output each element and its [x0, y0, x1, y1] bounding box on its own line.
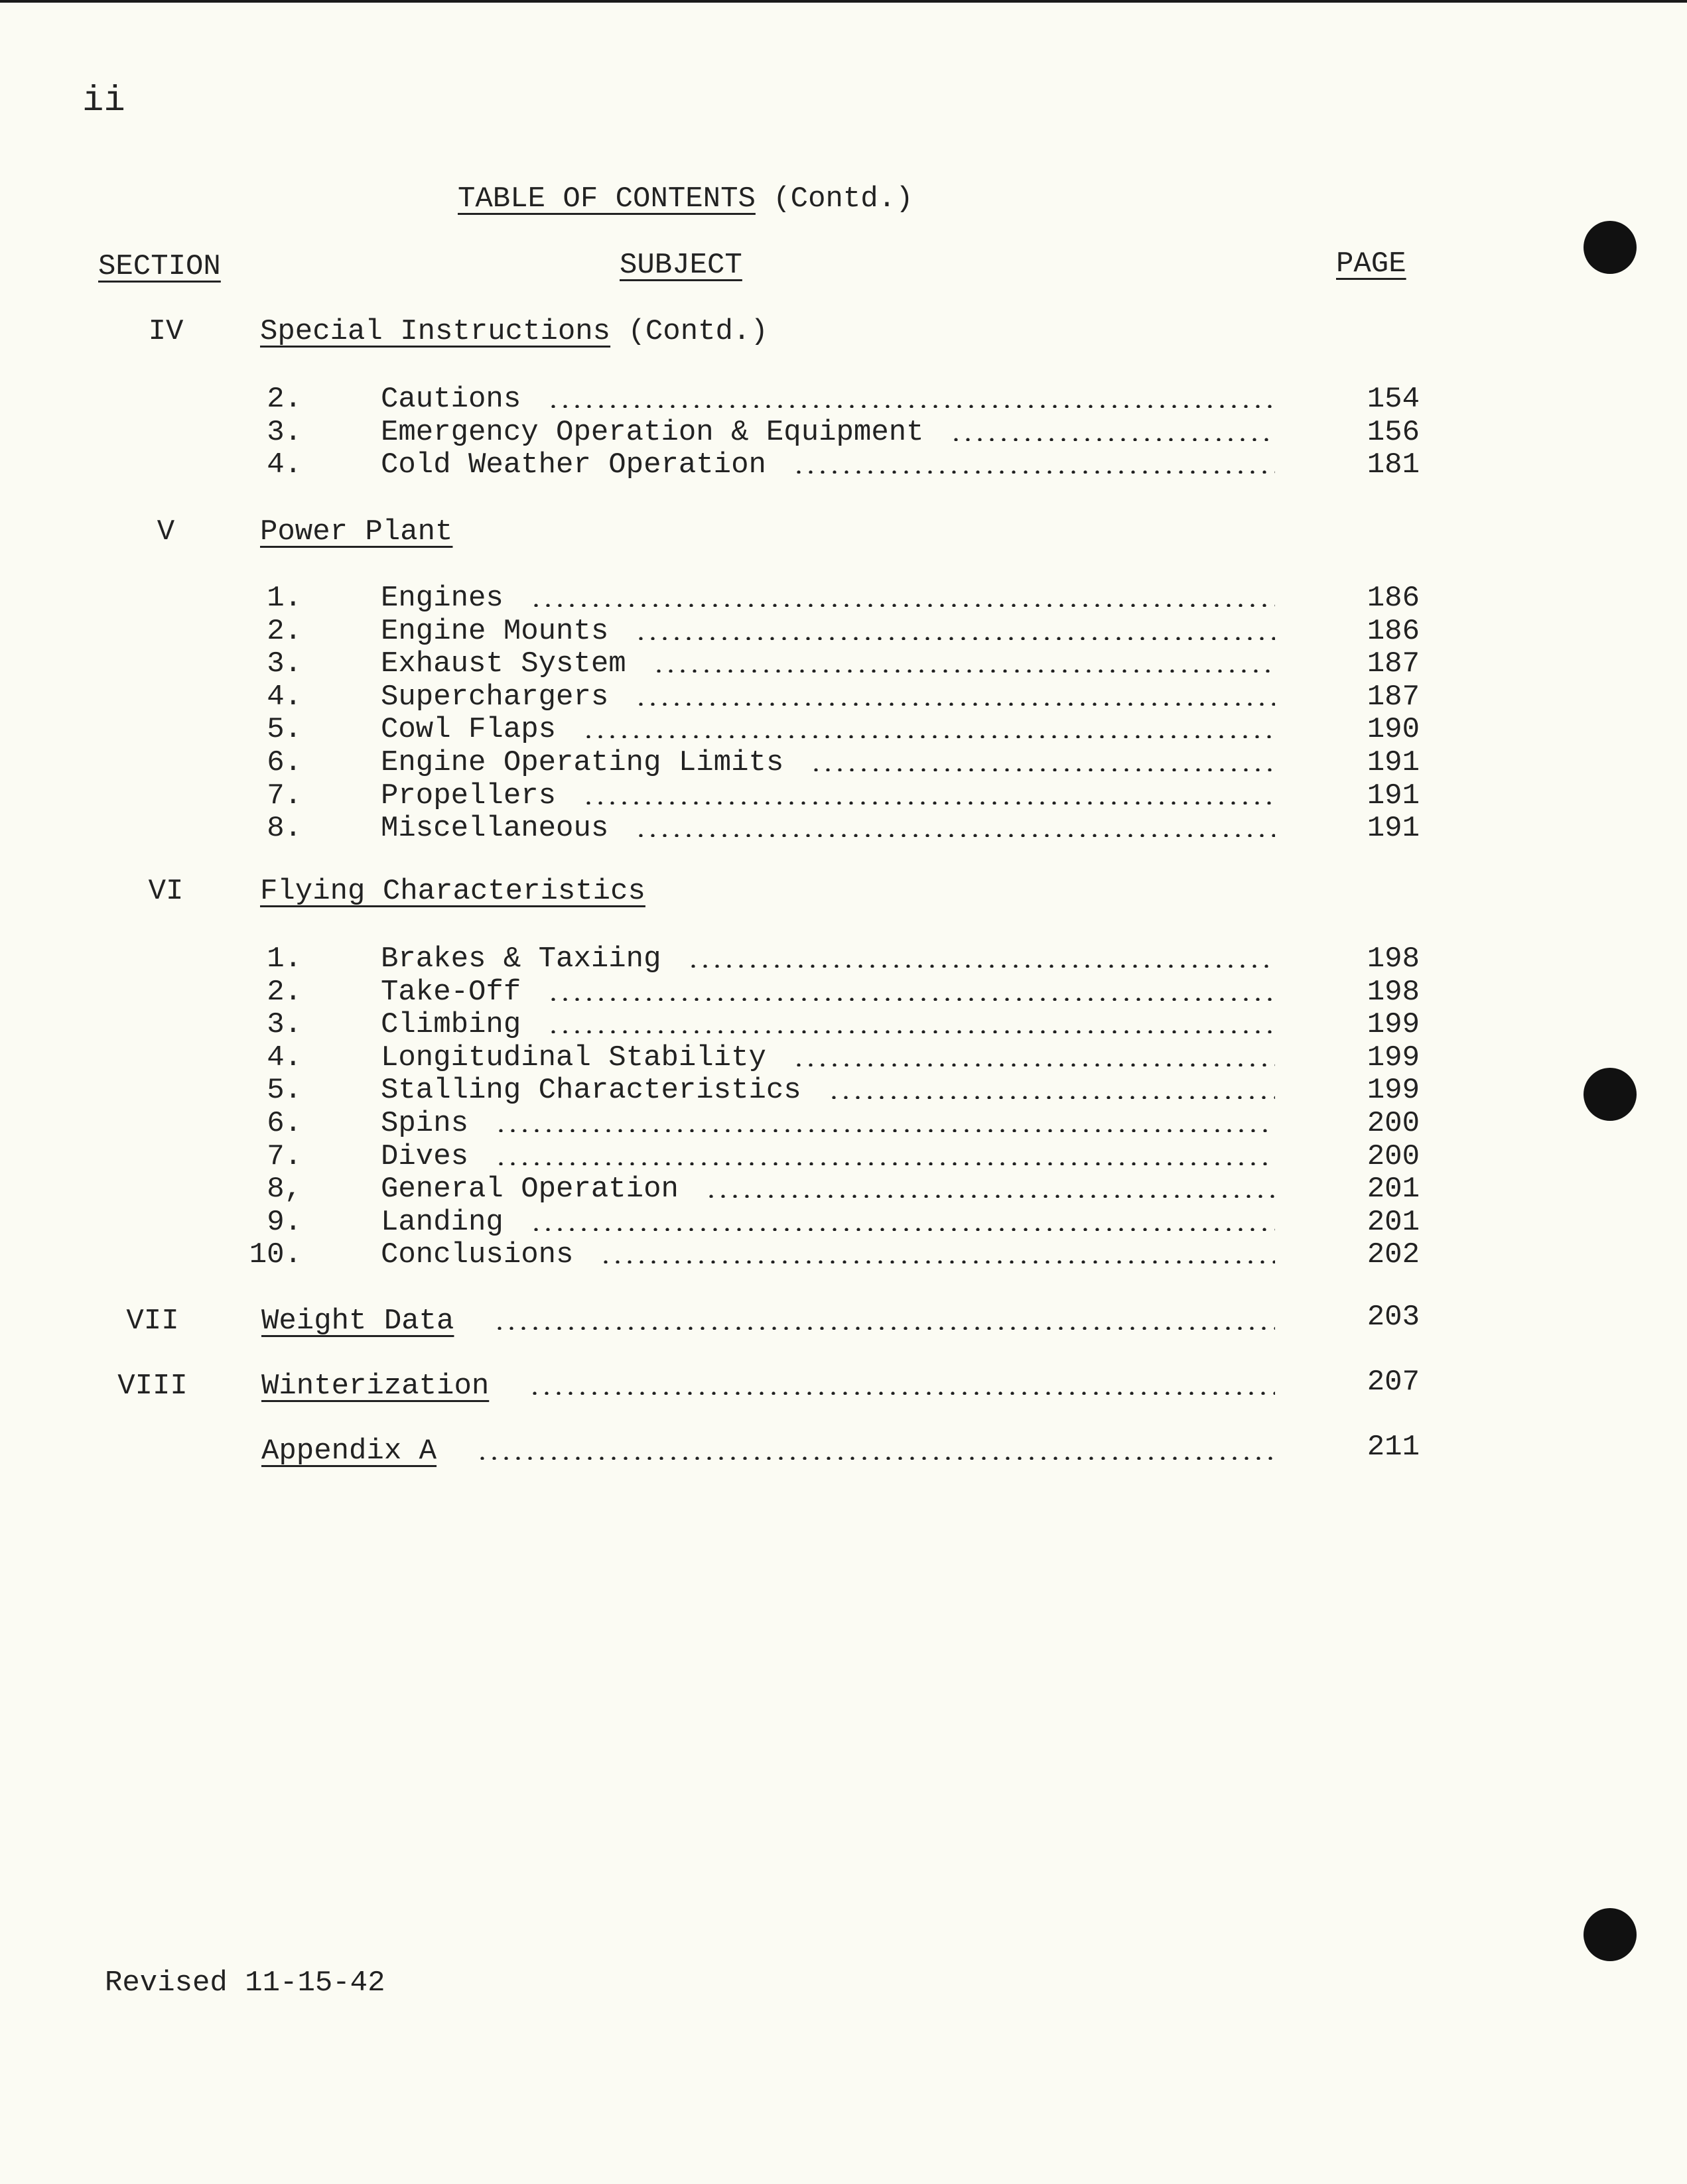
item-page-number: 187	[1367, 647, 1420, 680]
item-label: Spins	[381, 1107, 469, 1140]
item-number: 5.	[267, 713, 302, 746]
column-header-page: PAGE	[1336, 247, 1406, 281]
column-header-subject: SUBJECT	[620, 249, 742, 282]
item-number: 2.	[267, 976, 302, 1009]
section-numeral: V	[157, 515, 175, 548]
dot-leader	[635, 834, 1275, 837]
dot-leader	[530, 1228, 1275, 1231]
item-number: 5.	[267, 1074, 302, 1107]
item-page-number: 199	[1367, 1074, 1420, 1107]
section-heading-suffix: (Contd.)	[628, 315, 768, 348]
item-page-number: 200	[1367, 1140, 1420, 1173]
section-heading	[260, 517, 452, 546]
item-number: 4.	[267, 680, 302, 714]
item-label: Engines	[381, 582, 504, 615]
dot-leader	[476, 1456, 1275, 1460]
item-page-number: 186	[1367, 582, 1420, 615]
item-number: 7.	[267, 779, 302, 812]
item-page-number: 201	[1367, 1206, 1420, 1239]
dot-leader	[950, 438, 1275, 441]
item-number: 2.	[267, 383, 302, 416]
item-number: 3.	[267, 416, 302, 449]
item-label: Landing	[381, 1206, 504, 1239]
item-number: 7.	[267, 1140, 302, 1173]
item-label: Engine Operating Limits	[381, 746, 784, 779]
item-page-number: 156	[1367, 416, 1420, 449]
item-number: 8,	[267, 1173, 302, 1206]
item-page-number: 202	[1367, 1238, 1420, 1271]
item-label: Brakes & Taxiing	[381, 942, 661, 976]
item-number: 2.	[267, 615, 302, 648]
title-suffix: (Contd.)	[773, 182, 913, 216]
page-title	[458, 184, 913, 214]
section-numeral: IV	[148, 315, 184, 348]
section-numeral: VIII	[117, 1370, 188, 1403]
section-heading: Appendix A	[261, 1435, 437, 1468]
dot-leader	[653, 669, 1275, 673]
section-heading: Winterization	[261, 1370, 490, 1403]
item-page-number: 187	[1367, 680, 1420, 714]
dot-leader	[793, 470, 1275, 474]
item-label: Propellers	[381, 779, 557, 812]
item-label: Superchargers	[381, 680, 609, 714]
column-header-section: SECTION	[98, 250, 221, 283]
section-numeral: VII	[126, 1305, 179, 1338]
dot-leader	[547, 997, 1275, 1001]
item-number: 4.	[267, 448, 302, 482]
binder-hole-top	[1584, 221, 1637, 274]
dot-leader	[828, 1096, 1275, 1099]
dot-leader	[494, 1326, 1275, 1330]
section-heading-text: Special Instructions	[260, 315, 611, 348]
dot-leader	[810, 768, 1275, 771]
item-number: 10.	[249, 1238, 302, 1271]
item-page-number: 191	[1367, 779, 1420, 812]
section-page-number: 207	[1367, 1366, 1420, 1399]
item-label: Emergency Operation & Equipment	[381, 416, 924, 449]
item-page-number: 154	[1367, 383, 1420, 416]
item-number: 9.	[267, 1206, 302, 1239]
dot-leader	[547, 405, 1275, 408]
item-page-number: 191	[1367, 746, 1420, 779]
page-number: ii	[82, 81, 125, 121]
dot-leader	[547, 1030, 1275, 1033]
item-page-number: 191	[1367, 812, 1420, 845]
item-label: Dives	[381, 1140, 469, 1173]
dot-leader	[529, 1391, 1275, 1395]
section-numeral: VI	[148, 875, 184, 908]
dot-leader	[582, 735, 1275, 738]
item-label: General Operation	[381, 1173, 679, 1206]
item-page-number: 186	[1367, 615, 1420, 648]
section-heading: Weight Data	[261, 1305, 454, 1338]
dot-leader	[495, 1129, 1275, 1132]
binder-hole-middle	[1584, 1068, 1637, 1121]
item-page-number: 198	[1367, 976, 1420, 1009]
title-text: TABLE OF CONTENTS	[458, 182, 756, 216]
item-page-number: 199	[1367, 1041, 1420, 1074]
item-label: Take-Off	[381, 976, 521, 1009]
item-label: Engine Mounts	[381, 615, 609, 648]
dot-leader	[635, 637, 1275, 640]
section-heading	[260, 877, 645, 906]
item-page-number: 201	[1367, 1173, 1420, 1206]
item-label: Cold Weather Operation	[381, 448, 766, 482]
item-number: 6.	[267, 746, 302, 779]
binder-hole-bottom	[1584, 1908, 1637, 1961]
section-heading-text: Flying Characteristics	[260, 875, 645, 908]
item-label: Longitudinal Stability	[381, 1041, 766, 1074]
item-label: Exhaust System	[381, 647, 626, 680]
item-label: Miscellaneous	[381, 812, 609, 845]
item-number: 3.	[267, 1008, 302, 1041]
item-page-number: 200	[1367, 1107, 1420, 1140]
dot-leader	[600, 1260, 1275, 1263]
item-number: 1.	[267, 942, 302, 976]
section-heading	[260, 317, 768, 346]
item-label: Climbing	[381, 1008, 521, 1041]
dot-leader	[705, 1194, 1275, 1198]
section-heading-text: Power Plant	[260, 515, 453, 548]
item-page-number: 199	[1367, 1008, 1420, 1041]
dot-leader	[687, 964, 1275, 968]
page-top-edge	[0, 0, 1687, 3]
dot-leader	[635, 702, 1275, 706]
item-number: 8.	[267, 812, 302, 845]
dot-leader	[582, 801, 1275, 804]
item-number: 1.	[267, 582, 302, 615]
item-label: Conclusions	[381, 1238, 574, 1271]
section-page-number: 203	[1367, 1301, 1420, 1334]
dot-leader	[530, 604, 1275, 607]
item-label: Stalling Characteristics	[381, 1074, 801, 1107]
dot-leader	[793, 1063, 1275, 1066]
item-page-number: 181	[1367, 448, 1420, 482]
item-number: 6.	[267, 1107, 302, 1140]
revision-footer: Revised 11-15-42	[105, 1966, 385, 2000]
item-label: Cautions	[381, 383, 521, 416]
dot-leader	[495, 1162, 1275, 1165]
item-page-number: 198	[1367, 942, 1420, 976]
item-label: Cowl Flaps	[381, 713, 557, 746]
section-page-number: 211	[1367, 1431, 1420, 1464]
item-number: 4.	[267, 1041, 302, 1074]
item-page-number: 190	[1367, 713, 1420, 746]
item-number: 3.	[267, 647, 302, 680]
